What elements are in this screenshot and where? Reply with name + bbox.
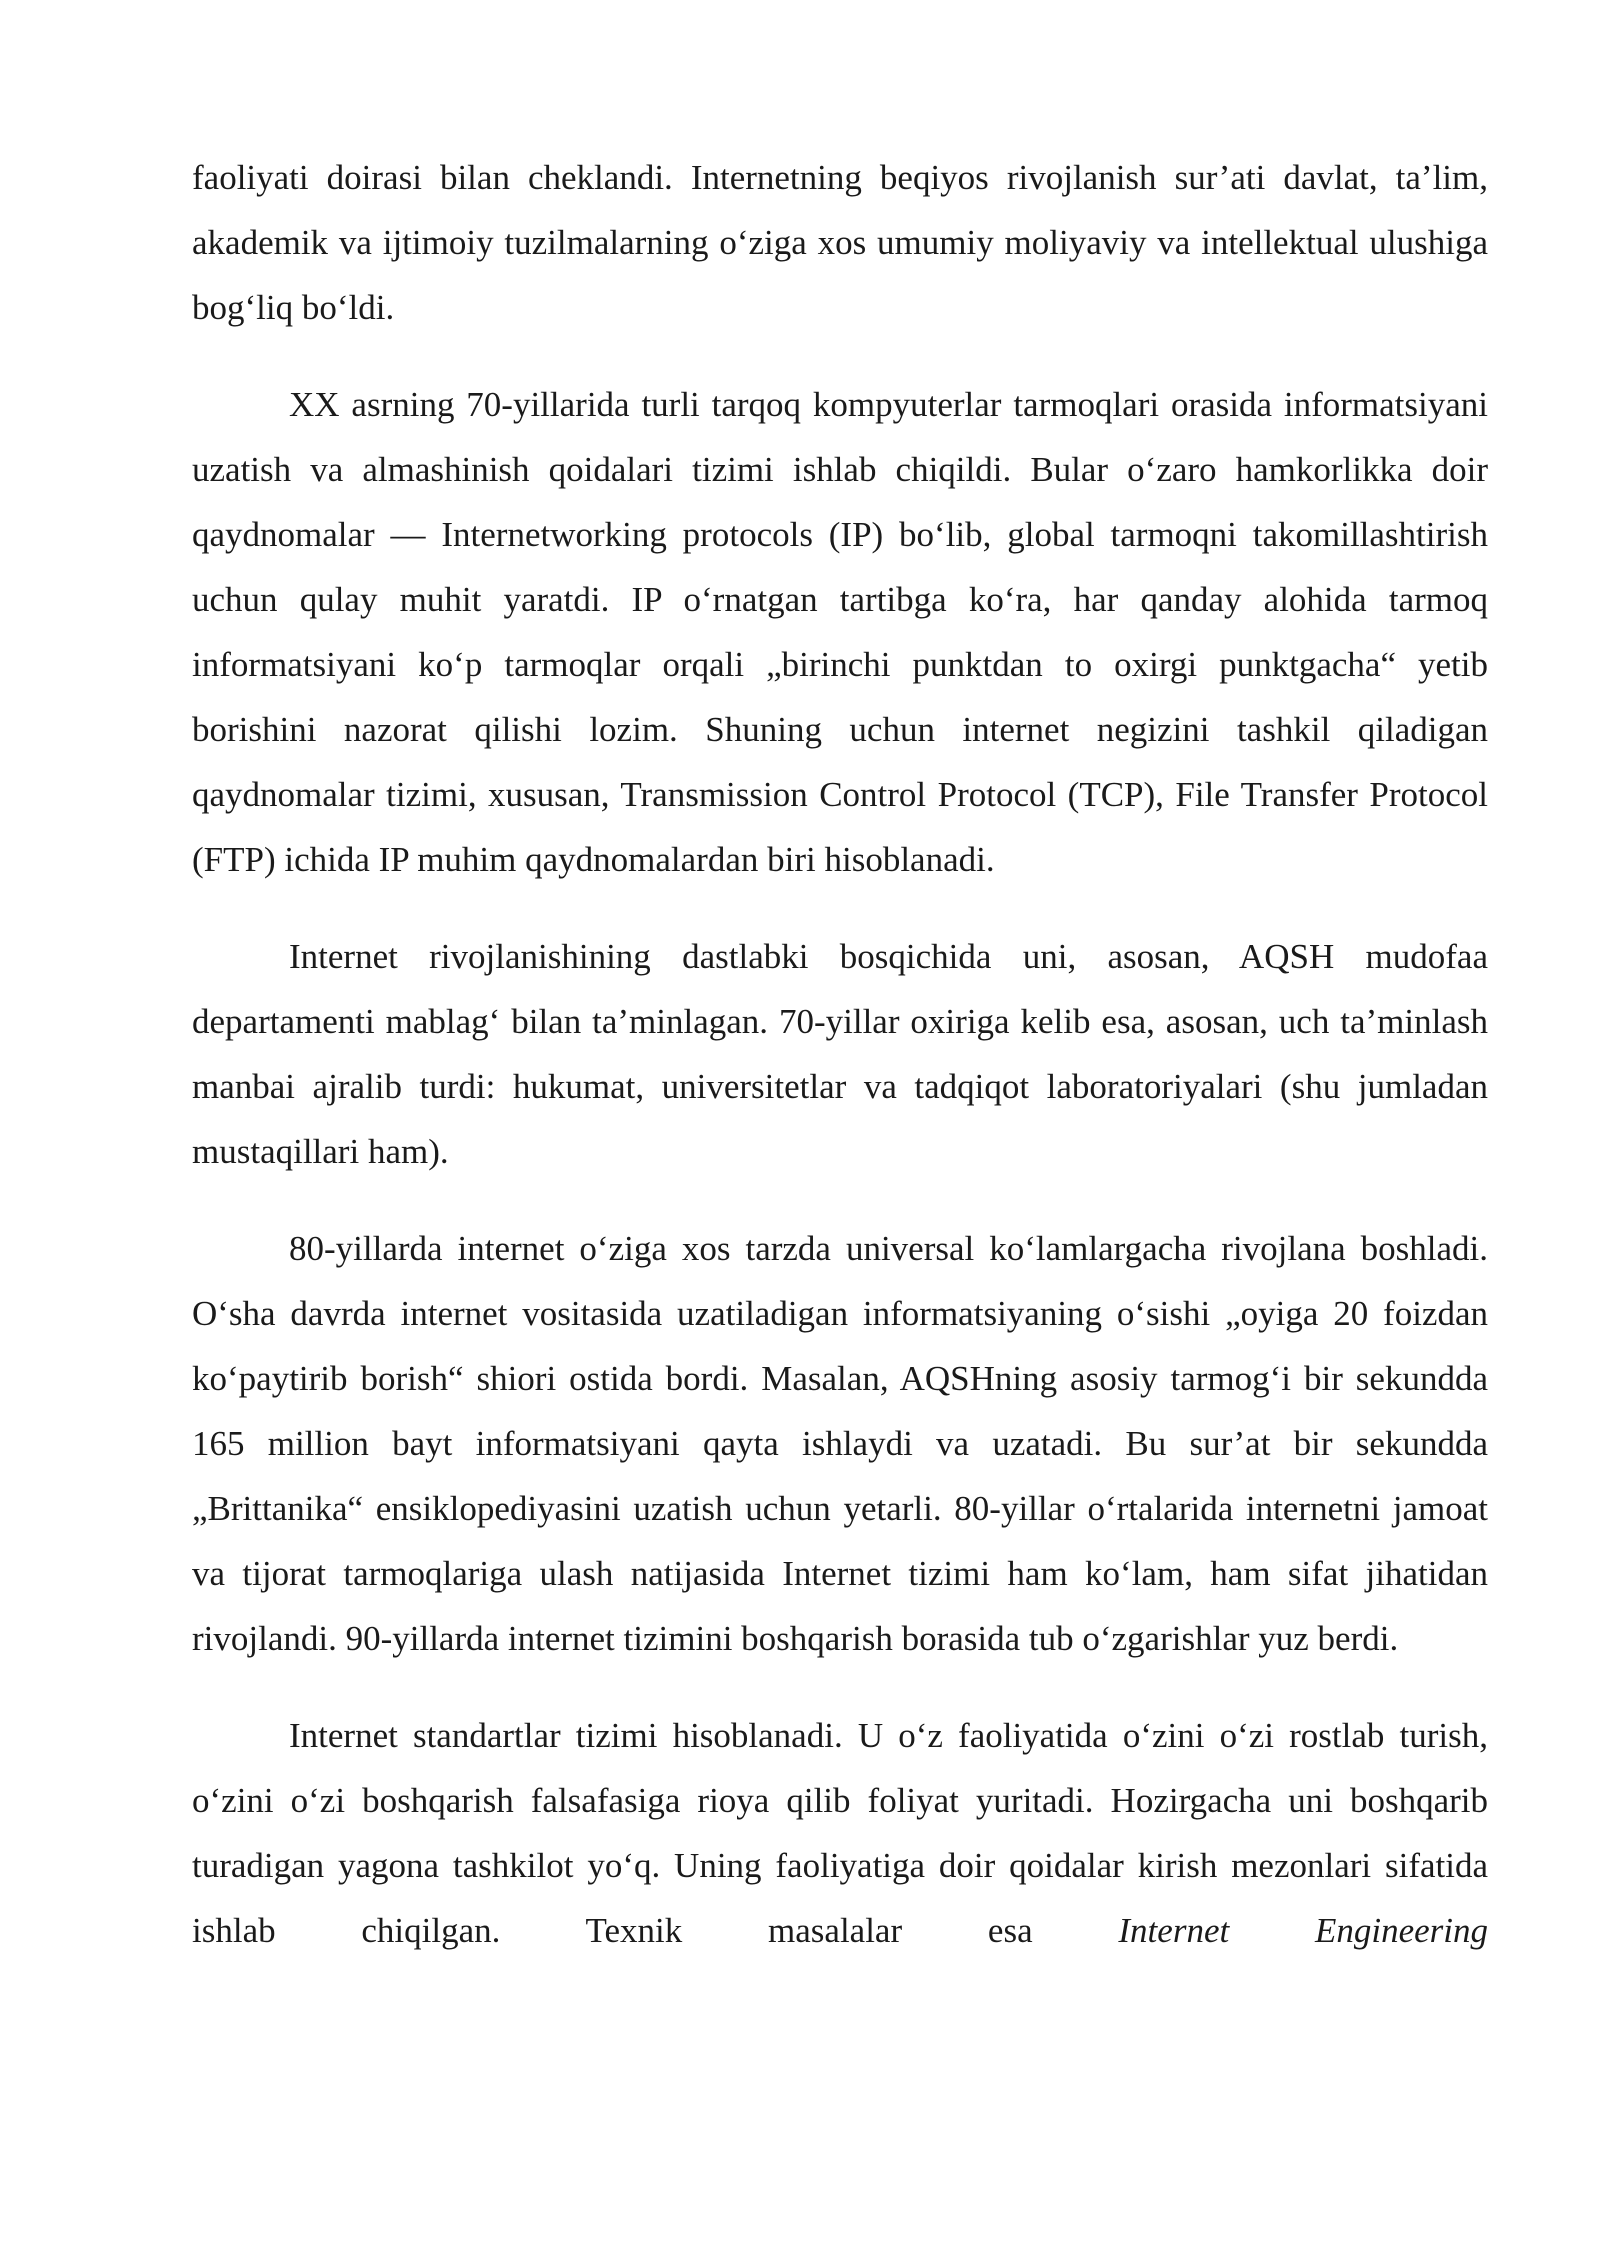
paragraph-3-text: Internet rivojlanishining dastlabki bosqichida uni, asosan, AQSH mudofaa departamenti mablag‘ bilan ta’minlagan. 70-yillar oxiriga kelib esa, asosan, uch ta’minlash manbai ajralib turdi: hukumat, universitetlar va tadqiqot laboratoriyalari (shu jumladan mustaqillari ham). [192,937,1488,1171]
document-body [192,145,1488,1995]
paragraph-5-italic-text: Internet Engineering [1118,1911,1489,1950]
paragraph-1-text: faoliyati doirasi bilan cheklandi. Internetning beqiyos rivojlanish sur’ati davlat, ta’lim, akademik va ijtimoiy tuzilmalarning o‘ziga xos umumiy moliyaviy va intellektual ulushiga bog‘liq bo‘ldi. [192,158,1488,327]
paragraph-5 [192,1703,1488,1963]
paragraph-4-text: 80-yillarda internet o‘ziga xos tarzda universal ko‘lamlargacha rivojlana boshladi. O‘sha davrda internet vositasida uzatiladigan informatsiyaning o‘sishi „oyiga 20 foizdan ko‘paytirib borish“ shiori ostida bordi. Masalan, AQSHning asosiy tarmog‘i bir sekundda 165 million bayt informatsiyani qayta ishlaydi va uzatadi. Bu sur’at bir sekundda „Brittanika“ ensiklopediyasini uzatish uchun yetarli. 80-yillar o‘rtalarida internetni jamoat va tijorat tarmoqlariga ulash natijasida Internet tizimi ham ko‘lam, ham sifat jihatidan rivojlandi. 90-yillarda internet tizimini boshqarish borasida tub o‘zgarishlar yuz berdi. [192,1229,1488,1658]
paragraph-1 [192,145,1488,340]
paragraph-2-text: XX asrning 70-yillarida turli tarqoq kompyuterlar tarmoqlari orasida informatsiyani uzatish va almashinish qoidalari tizimi ishlab chiqildi. Bular o‘zaro hamkorlikka doir qaydnomalar — Internetworking protocols (IP) bo‘lib, global tarmoqni takomillashtirish uchun qulay muhit yaratdi. IP o‘rnatgan tartibga ko‘ra, har qanday alohida tarmoq informatsiyani ko‘p tarmoqlar orqali „birinchi punktdan to oxirgi punktgacha“ yetib borishini nazorat qilishi lozim. Shuning uchun internet negizini tashkil qiladigan qaydnomalar tizimi, xususan, Transmission Control Protocol (TCP), File Transfer Protocol (FTP) ichida IP muhim qaydnomalardan biri hisoblanadi. [192,385,1488,879]
paragraph-2 [192,372,1488,892]
paragraph-4 [192,1216,1488,1671]
paragraph-3 [192,924,1488,1184]
paragraph-5-text: Internet standartlar tizimi hisoblanadi. U o‘z faoliyatida o‘zini o‘zi rostlab turish, o‘zini o‘zi boshqarish falsafasiga rioya qilib foliyat yuritadi. Hozirgacha uni boshqarib turadigan yagona tashkilot yo‘q. Uning faoliyatiga doir qoidalar kirish mezonlari sifatida ishlab chiqilgan. Texnik masalalar esa [192,1716,1488,1950]
